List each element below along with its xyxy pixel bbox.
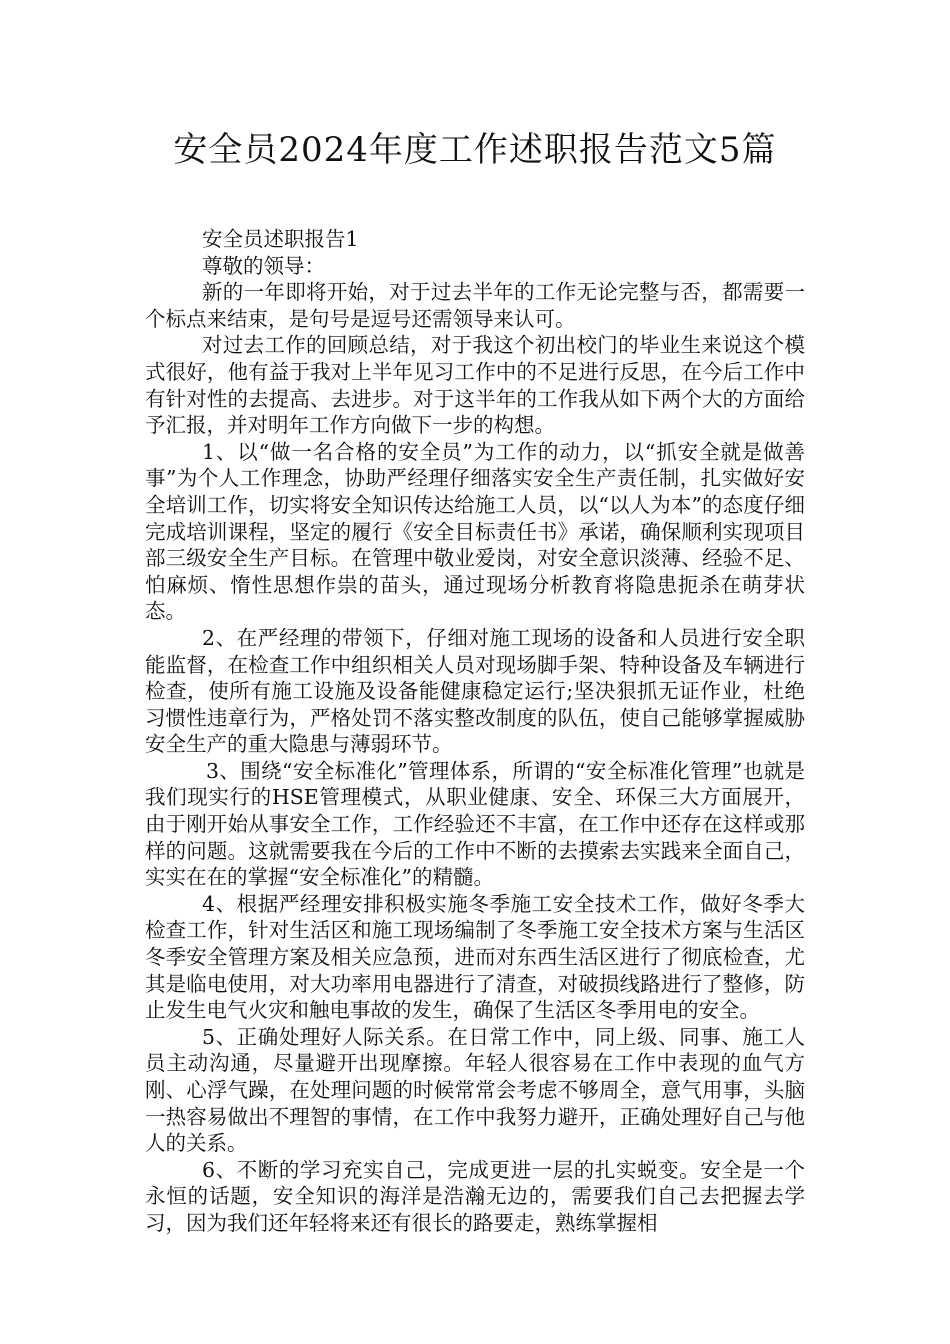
paragraph-item-1: 1、以“做一名合格的安全员”为工作的动力，以“抓安全就是做善事”为个人工作理念，协助严经理仔细落实安全生产责任制，扎实做好安全培训工作，切实将安全知识传达给施工人员，以“以人为本”的态度仔细完成培训课程，坚定的履行《安全目标责任书》承诺，确保顺利实现项目部三级安全生产目标。在管理中敬业爱岗，对安全意识淡薄、经验不足、怕麻烦、惰性思想作祟的苗头，通过现场分析教育将隐患扼杀在萌芽状态。	[145, 439, 805, 624]
paragraph-review: 对过去工作的回顾总结，对于我这个初出校门的毕业生来说这个模式很好，他有益于我对上半年见习工作中的不足进行反思，在今后工作中有针对性的去提高、去进步。对于这半年的工作我从如下两个大的方面给予汇报，并对明年工作方向做下一步的构想。	[145, 333, 805, 438]
paragraph-item-6: 6、不断的学习充实自己，完成更进一层的扎实蜕变。安全是一个永恒的话题，安全知识的海洋是浩瀚无边的，需要我们自己去把握去学习，因为我们还年轻将来还有很长的路要走，熟练掌握相	[145, 1157, 805, 1235]
paragraph-item-3: 3、围绕“安全标准化”管理体系，所谓的“安全标准化管理”也就是我们现实行的HSE管理模式，从职业健康、安全、环保三大方面展开，由于刚开始从事安全工作，工作经验还不丰富，在工作中还存在这样或那样的问题。这就需要我在今后的工作中不断的去摸索去实践来全面自己，实实在在的掌握“安全标准化”的精髓。	[145, 758, 805, 890]
document-body	[145, 226, 805, 1237]
paragraph-item-5: 5、正确处理好人际关系。在日常工作中，同上级、同事、施工人员主动沟通，尽量避开出现摩擦。年轻人很容易在工作中表现的血气方刚、心浮气躁，在处理问题的时候常常会考虑不够周全，意气用事，头脑一热容易做出不理智的事情，在工作中我努力避开，正确处理好自己与他人的关系。	[145, 1024, 805, 1156]
paragraph-intro: 新的一年即将开始，对于过去半年的工作无论完整与否，都需要一个标点来结束，是句号是逗号还需领导来认可。	[145, 280, 805, 331]
document-title: 安全员2024年度工作述职报告范文5篇	[173, 130, 777, 170]
paragraph-item-4: 4、根据严经理安排积极实施冬季施工安全技术工作，做好冬季大检查工作，针对生活区和施工现场编制了冬季施工安全技术方案与生活区冬季安全管理方案及相关应急预，进而对东西生活区进行了彻底检查，尤其是临电使用，对大功率用电器进行了清查，对破损线路进行了整修，防止发生电气火灾和触电事故的发生，确保了生活区冬季用电的安全。	[145, 891, 805, 1023]
salutation: 尊敬的领导：	[202, 253, 325, 278]
report-heading: 安全员述职报告1	[202, 227, 359, 251]
paragraph-item-2: 2、在严经理的带领下，仔细对施工现场的设备和人员进行安全职能监督，在检查工作中组织相关人员对现场脚手架、特种设备及车辆进行检查，使所有施工设施及设备能健康稳定运行;坚决狠抓无证作业，杜绝习惯性违章行为，严格处罚不落实整改制度的队伍，使自己能够掌握威胁安全生产的重大隐患与薄弱环节。	[145, 625, 805, 757]
